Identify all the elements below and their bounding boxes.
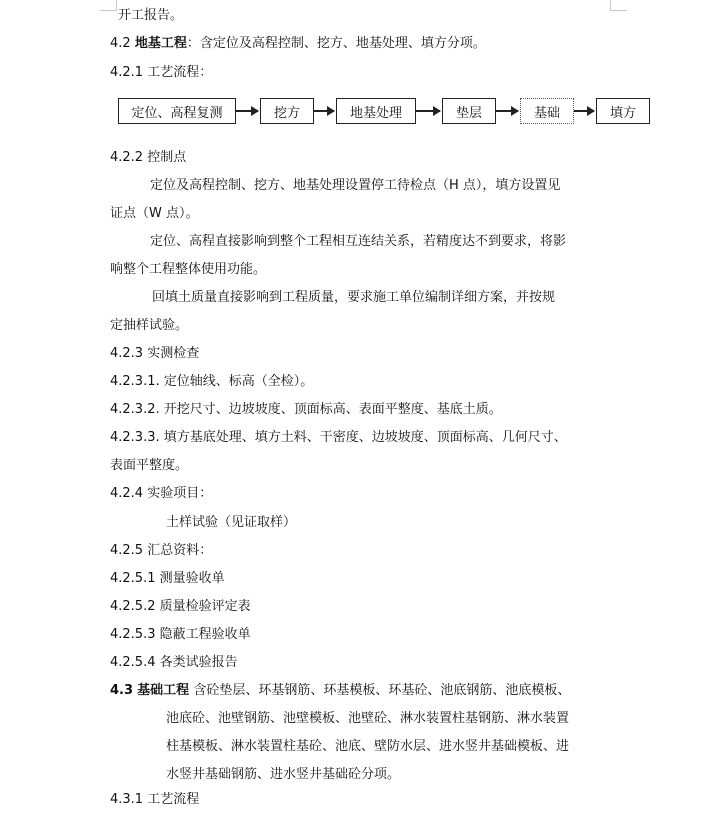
list-item: 4.2.5.2 质量检验评定表 bbox=[110, 599, 251, 614]
subsection-heading: 4.3.1 工艺流程 bbox=[110, 792, 200, 807]
flow-step-foundation-treatment: 地基处理 bbox=[336, 98, 416, 124]
section-heading-4-3 bbox=[110, 681, 570, 701]
subsection-heading: 4.2.1 工艺流程： bbox=[110, 65, 213, 80]
subsection-heading: 4.2.5 汇总资料： bbox=[110, 543, 213, 558]
flow-arrow bbox=[416, 110, 440, 112]
paragraph-line: 水竖井基础钢筋、进水竖井基础砼分项。 bbox=[166, 767, 401, 782]
paragraph-line: 定抽样试验。 bbox=[110, 318, 189, 333]
flow-step-excavation: 挖方 bbox=[260, 98, 314, 124]
flow-arrow bbox=[314, 110, 334, 112]
text-line: 开工报告。 bbox=[118, 8, 184, 23]
paragraph-line: 柱基模板、淋水装置柱基砼、池底、壁防水层、进水竖井基础模板、进 bbox=[166, 739, 570, 754]
flow-step-backfill: 填方 bbox=[596, 98, 650, 124]
list-item: 4.2.5.1 测量验收单 bbox=[110, 571, 225, 586]
paragraph-line: 响整个工程整体使用功能。 bbox=[110, 262, 267, 277]
flow-step-foundation: 基础 bbox=[520, 98, 574, 124]
crop-mark-right bbox=[610, 0, 627, 11]
flow-arrow bbox=[574, 110, 594, 112]
list-item-continued: 表面平整度。 bbox=[110, 458, 189, 473]
paragraph-line: 池底砼、池壁钢筋、池壁模板、池壁砼、淋水装置柱基钢筋、淋水装置 bbox=[166, 711, 570, 726]
subsection-heading: 4.2.4 实验项目： bbox=[110, 486, 213, 501]
section-number: 4.3 bbox=[110, 683, 134, 698]
list-item: 4.2.3.2. 开挖尺寸、边坡坡度、顶面标高、表面平整度、基底土质。 bbox=[110, 402, 502, 417]
paragraph-line: 土样试验（见证取样） bbox=[166, 515, 297, 530]
subsection-heading: 4.2.2 控制点 bbox=[110, 150, 187, 165]
section-desc: 含砼垫层、环基钢筋、环基模板、环基砼、池底钢筋、池底模板、 bbox=[189, 683, 571, 698]
section-desc: ：含定位及高程控制、挖方、地基处理、填方分项。 bbox=[186, 36, 486, 51]
flow-step-cushion: 垫层 bbox=[442, 98, 496, 124]
process-flow-diagram bbox=[118, 98, 658, 128]
paragraph-line: 证点（W 点）。 bbox=[110, 206, 199, 221]
list-item: 4.2.5.3 隐蔽工程验收单 bbox=[110, 627, 251, 642]
paragraph-line: 定位及高程控制、挖方、地基处理设置停工待检点（H 点），填方设置见 bbox=[150, 178, 561, 193]
crop-mark-left bbox=[100, 0, 117, 11]
paragraph-line: 定位、高程直接影响到整个工程相互连结关系，若精度达不到要求，将影 bbox=[150, 234, 567, 249]
paragraph-line: 回填土质量直接影响到工程质量，要求施工单位编制详细方案，并按规 bbox=[152, 290, 556, 305]
flow-arrow bbox=[496, 110, 518, 112]
flow-step-surveying: 定位、高程复测 bbox=[118, 98, 236, 124]
section-heading-4-2 bbox=[110, 34, 486, 54]
list-item: 4.2.3.3. 填方基底处理、填方土料、干密度、边坡坡度、顶面标高、几何尺寸、 bbox=[110, 430, 567, 445]
section-number: 4.2 bbox=[110, 36, 131, 51]
section-title: 地基工程 bbox=[134, 36, 187, 51]
list-item: 4.2.3.1. 定位轴线、标高（全检）。 bbox=[110, 374, 314, 389]
list-item: 4.2.5.4 各类试验报告 bbox=[110, 655, 238, 670]
section-title: 基础工程 bbox=[137, 683, 190, 698]
subsection-heading: 4.2.3 实测检查 bbox=[110, 346, 200, 361]
flow-arrow bbox=[236, 110, 258, 112]
